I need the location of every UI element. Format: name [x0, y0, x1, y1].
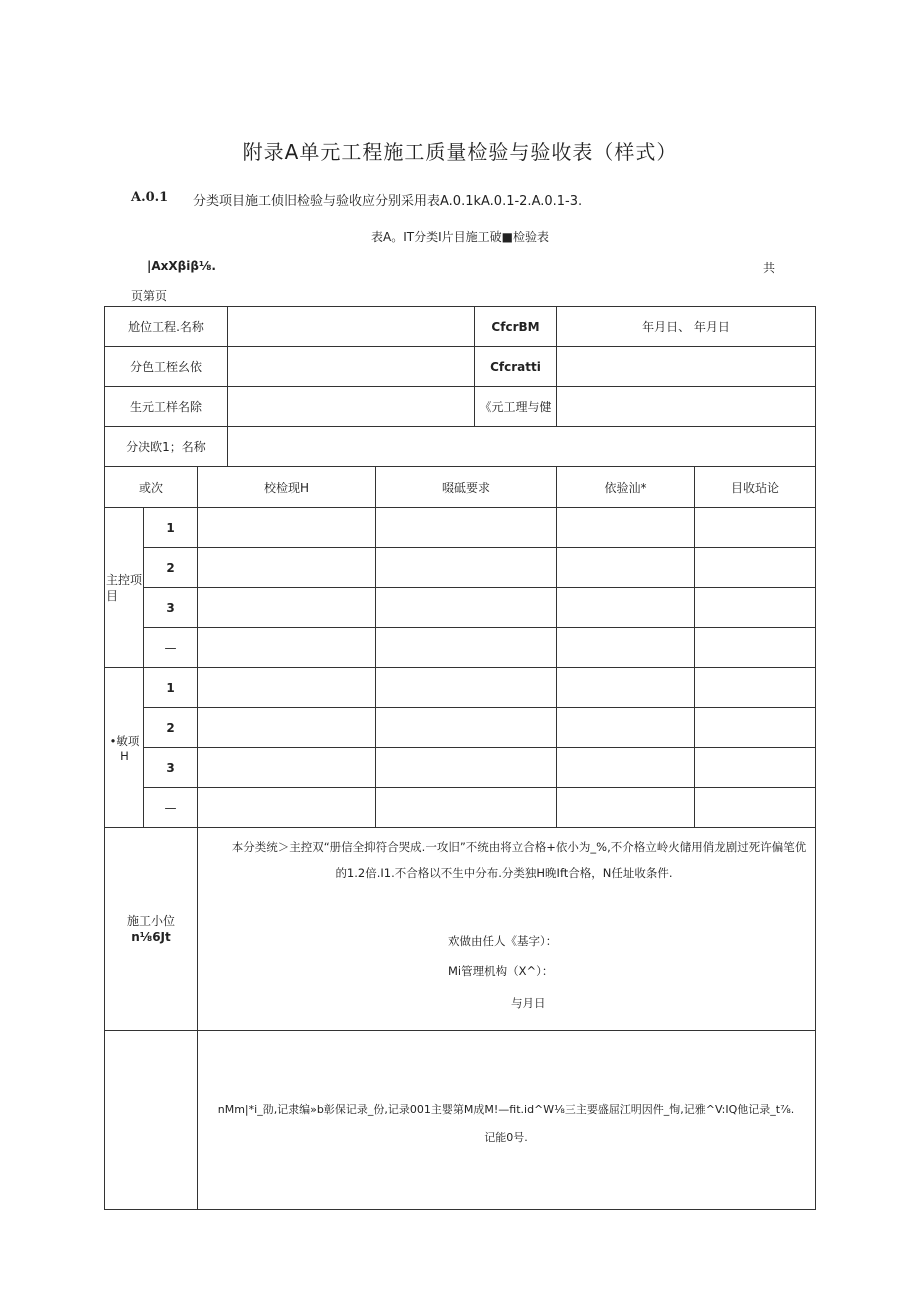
unit-project-label: 生元工样名除	[104, 387, 228, 427]
section-text: 分类项目施工侦旧检验与验收应分别采用表A.0.1kA.0.1-2.A.0.1-3.	[193, 194, 583, 209]
table-cell[interactable]	[557, 748, 695, 788]
table-cell[interactable]	[695, 708, 816, 748]
table-cell[interactable]	[557, 548, 695, 588]
table-cell[interactable]	[557, 588, 695, 628]
page-total: 共	[763, 261, 776, 275]
table-cell[interactable]	[198, 628, 376, 668]
group-main-row-2-num: 2	[144, 548, 198, 588]
group-main-row-3-num: 3	[144, 588, 198, 628]
col-header-result: 依验汕*	[557, 467, 695, 508]
table-cell[interactable]	[557, 708, 695, 748]
table-cell[interactable]	[376, 548, 557, 588]
project-value[interactable]	[228, 306, 475, 347]
page-title: 附录A单元工程施工质量检验与验收表（样式）	[242, 140, 678, 164]
col-header-item: 校检现H	[198, 467, 376, 508]
sub-project-value[interactable]	[228, 347, 475, 387]
table-cell[interactable]	[695, 508, 816, 548]
notes-content[interactable]	[198, 1031, 816, 1210]
table-cell[interactable]	[695, 548, 816, 588]
table-cell[interactable]	[198, 508, 376, 548]
sub-value-2[interactable]	[557, 347, 816, 387]
unit-project-value[interactable]	[228, 387, 475, 427]
table-cell[interactable]	[376, 668, 557, 708]
conclusion-sign-1: 欢做由任人《基字）：	[448, 934, 558, 948]
table-cell[interactable]	[376, 588, 557, 628]
date-value[interactable]: 年月日、 年月日	[557, 306, 816, 347]
table-cell[interactable]	[198, 588, 376, 628]
table-cell[interactable]	[198, 708, 376, 748]
table-cell[interactable]	[557, 788, 695, 828]
sub-label-2: Cfcratti	[475, 347, 557, 387]
conclusion-sign-2: Mi管理机构（X^）：	[448, 964, 554, 978]
group-main-row-1-num: 1	[144, 508, 198, 548]
table-cell[interactable]	[198, 668, 376, 708]
group-main-text: 主控项目	[106, 572, 143, 603]
group-general-row-4-num: —	[144, 788, 198, 828]
form-number: |AxXβiβ⅛.	[147, 259, 216, 273]
item-label: 分决欧1；名称	[104, 427, 228, 467]
table-cell[interactable]	[198, 748, 376, 788]
notes-label	[104, 1031, 198, 1210]
table-cell[interactable]	[695, 628, 816, 668]
date-label: CfcrBM	[475, 306, 557, 347]
table-cell[interactable]	[695, 788, 816, 828]
conclusion-line-1: 本分类统＞主控双“册信全抑符合哭成.一攻旧”不统由将立合格+依小为_%,不介格立岭火储用俏龙剧过死许偏笔优	[231, 840, 807, 854]
section-number: A.0.1	[131, 190, 169, 205]
table-cell[interactable]	[695, 588, 816, 628]
table-cell[interactable]	[198, 548, 376, 588]
table-cell[interactable]	[376, 788, 557, 828]
conclusion-line-2: 的1.2倍.I1.不合格以不生中分布.分类独H晚Ift合格，N任址收条件.	[335, 866, 673, 880]
project-label: 尬位工程.名称	[104, 306, 228, 347]
unit-value-3[interactable]	[557, 387, 816, 427]
col-header-seq: 或次	[104, 467, 198, 508]
table-cell[interactable]	[376, 628, 557, 668]
table-cell[interactable]	[376, 748, 557, 788]
group-general-row-1-num: 1	[144, 668, 198, 708]
inspection-table	[104, 306, 816, 1210]
table-cell[interactable]	[557, 508, 695, 548]
table-caption: 表A。IT分类I片目施工破■检验表	[371, 230, 549, 244]
group-general-row-2-num: 2	[144, 708, 198, 748]
conclusion-label-1: 施工小位	[126, 914, 175, 928]
group-general-row-3-num: 3	[144, 748, 198, 788]
conclusion-label	[104, 828, 198, 1031]
col-header-requirement: 啜砥要求	[376, 467, 557, 508]
sub-project-label: 分色工桎幺依	[104, 347, 228, 387]
table-cell[interactable]	[376, 708, 557, 748]
group-general-label	[104, 668, 144, 828]
unit-label-3: 《元工理与健	[475, 387, 557, 427]
notes-line-2: 记能0号.	[484, 1131, 528, 1144]
conclusion-sign-3: 与月日	[511, 996, 546, 1010]
table-cell[interactable]	[695, 668, 816, 708]
table-cell[interactable]	[198, 788, 376, 828]
table-cell[interactable]	[695, 748, 816, 788]
notes-line-1: nMm|*i_劭,记隶编»b彰保记录_份,记录001主婴第M成M!—fit.id^W⅛三主要盛屈江明因件_恂,记雅^V:IQ他记录_t⅞.	[217, 1103, 795, 1116]
conclusion-content[interactable]	[198, 828, 816, 1031]
group-general-text: •敏项H	[109, 733, 140, 763]
group-main-row-4-num: —	[144, 628, 198, 668]
conclusion-label-2: n⅛6Jt	[131, 930, 171, 944]
table-cell[interactable]	[557, 628, 695, 668]
table-cell[interactable]	[557, 668, 695, 708]
col-header-conclusion: 目收玷论	[695, 467, 816, 508]
table-cell[interactable]	[376, 508, 557, 548]
page-pager: 页第页	[131, 289, 168, 303]
item-value[interactable]	[228, 427, 816, 467]
group-main-label	[104, 508, 144, 668]
